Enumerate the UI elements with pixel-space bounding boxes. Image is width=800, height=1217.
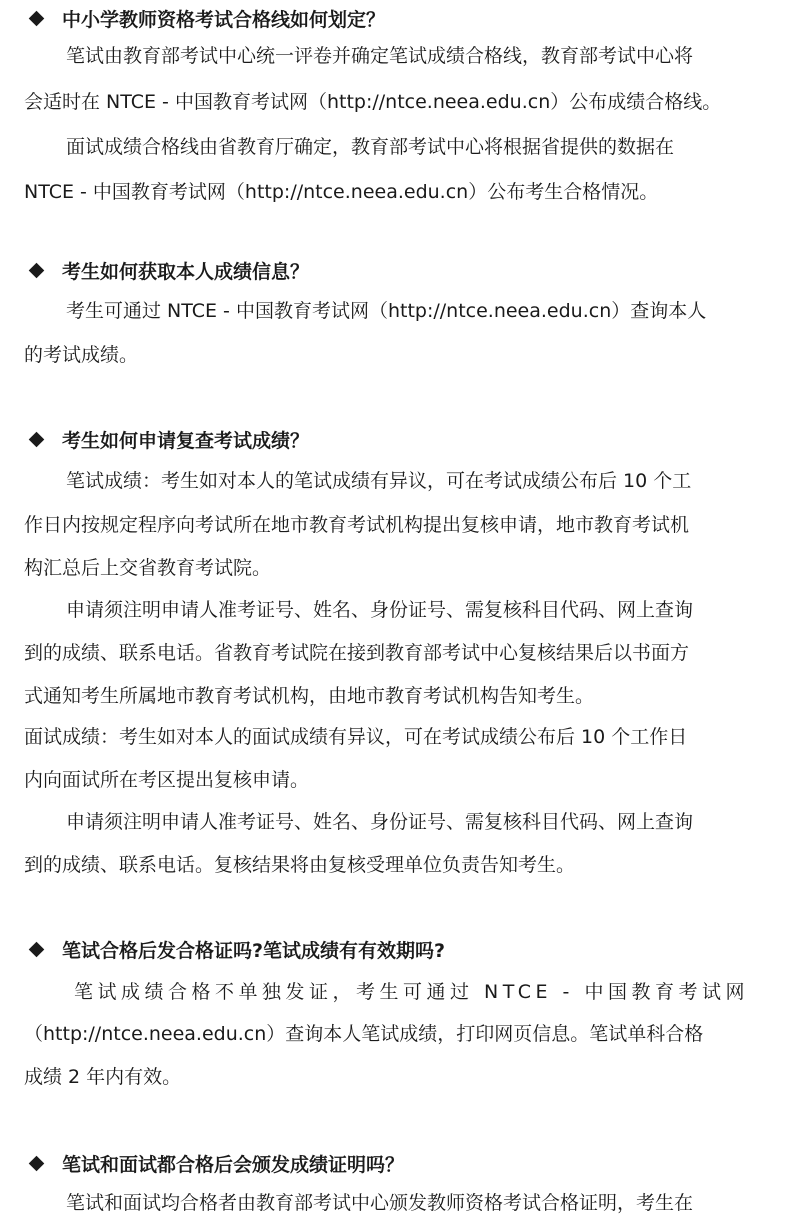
- section-question: 中小学教师资格考试合格线如何划定？: [62, 9, 386, 31]
- paragraph-line: 构汇总后上交省教育考试院。: [24, 557, 272, 579]
- section-heading: [28, 426, 309, 453]
- paragraph-line: 笔试和面试均合格者由教育部考试中心颁发教师资格考试合格证明，考生在: [66, 1192, 694, 1214]
- diamond-bullet-icon: [29, 432, 45, 448]
- diamond-bullet-icon: [29, 263, 45, 279]
- section-heading: [28, 5, 385, 32]
- paragraph-line: NTCE - 中国教育考试网（http://ntce.neea.edu.cn）公布考生合格情况。: [24, 181, 659, 203]
- paragraph-line: 式通知考生所属地市教育考试机构，由地市教育考试机构告知考生。: [24, 685, 595, 707]
- paragraph-line: 笔试成绩：考生如对本人的笔试成绩有异议，可在考试成绩公布后 10 个工: [66, 470, 692, 492]
- paragraph-line: 考生可通过 NTCE - 中国教育考试网（http://ntce.neea.edu.cn）查询本人: [66, 300, 707, 322]
- paragraph-line: 会适时在 NTCE - 中国教育考试网（http://ntce.neea.edu.cn）公布成绩合格线。: [24, 91, 722, 113]
- section-question: 考生如何申请复查考试成绩？: [62, 430, 310, 452]
- paragraph-line: 笔试成绩合格不单独发证，考生可通过 NTCE - 中国教育考试网: [74, 981, 749, 1003]
- paragraph-line: 申请须注明申请人准考证号、姓名、身份证号、需复核科目代码、网上查询: [66, 811, 694, 833]
- paragraph-line: 到的成绩、联系电话。复核结果将由复核受理单位负责告知考生。: [24, 854, 576, 876]
- paragraph-line: （http://ntce.neea.edu.cn）查询本人笔试成绩，打印网页信息。笔试单科合格: [24, 1023, 704, 1045]
- section-question: 考生如何获取本人成绩信息？: [62, 261, 310, 283]
- paragraph-line: 到的成绩、联系电话。省教育考试院在接到教育部考试中心复核结果后以书面方: [24, 642, 690, 664]
- diamond-bullet-icon: [29, 942, 45, 958]
- diamond-bullet-icon: [29, 1156, 45, 1172]
- paragraph-line: 面试成绩合格线由省教育厅确定，教育部考试中心将根据省提供的数据在: [66, 136, 675, 158]
- paragraph-line: 申请须注明申请人准考证号、姓名、身份证号、需复核科目代码、网上查询: [66, 599, 694, 621]
- paragraph-line: 面试成绩：考生如对本人的面试成绩有异议，可在考试成绩公布后 10 个工作日: [24, 726, 688, 748]
- section-heading: [28, 1150, 404, 1177]
- section-question: 笔试和面试都合格后会颁发成绩证明吗？: [62, 1154, 405, 1176]
- section-heading: [28, 257, 309, 284]
- section-question: 笔试合格后发合格证吗?笔试成绩有有效期吗?: [62, 940, 446, 962]
- paragraph-line: 笔试由教育部考试中心统一评卷并确定笔试成绩合格线，教育部考试中心将: [66, 45, 694, 67]
- paragraph-line: 的考试成绩。: [24, 344, 139, 366]
- diamond-bullet-icon: [29, 11, 45, 27]
- section-heading: [28, 936, 445, 963]
- paragraph-line: 内向面试所在考区提出复核申请。: [24, 769, 310, 791]
- paragraph-line: 成绩 2 年内有效。: [24, 1066, 182, 1088]
- paragraph-line: 作日内按规定程序向考试所在地市教育考试机构提出复核申请，地市教育考试机: [24, 514, 690, 536]
